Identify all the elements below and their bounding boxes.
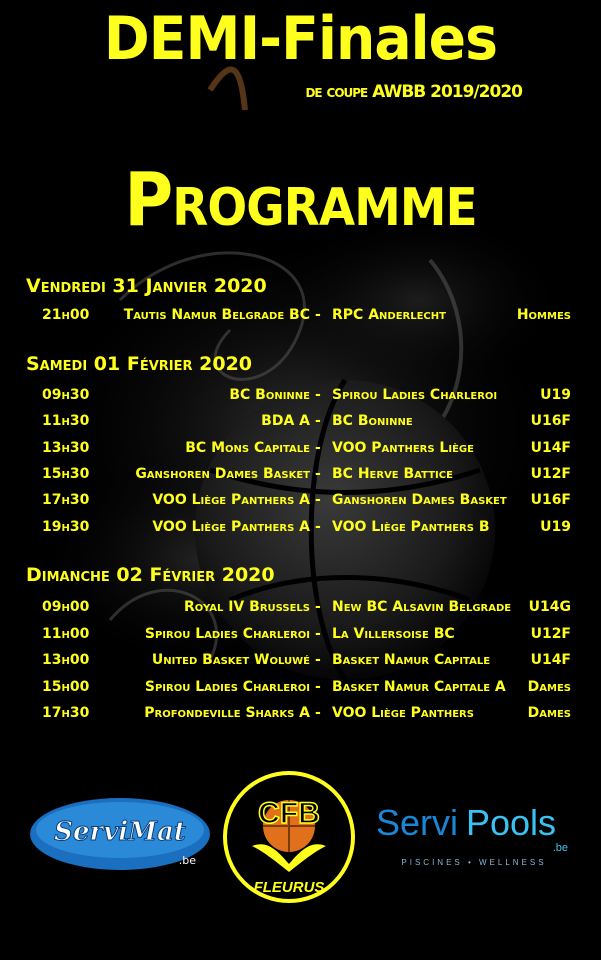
separator: -: [315, 519, 321, 535]
away-team: VOO Panthers Liège: [332, 440, 474, 456]
match-category: U12F: [530, 466, 571, 482]
away-team: BC Boninne: [332, 413, 413, 429]
cfb-fleurus-logo: [222, 768, 357, 906]
match-time: 15h30: [42, 466, 90, 482]
separator: -: [315, 679, 321, 695]
match-category: Hommes: [516, 307, 571, 323]
separator: -: [315, 307, 321, 323]
home-team: United Basket Woluwé: [151, 652, 310, 668]
match-row: [0, 492, 601, 514]
match-category: Dames: [527, 679, 571, 695]
home-team: Tautis Namur Belgrade BC: [123, 307, 310, 323]
home-team: VOO Liège Panthers A: [152, 492, 310, 508]
match-category: Dames: [527, 705, 571, 721]
home-team: BC Mons Capitale: [185, 440, 310, 456]
match-row: [0, 387, 601, 409]
match-time: 11h30: [42, 413, 90, 429]
away-team: BC Herve Battice: [332, 466, 453, 482]
match-category: U14F: [530, 440, 571, 456]
away-team: Basket Namur Capitale: [332, 652, 491, 668]
home-team: BDA A: [261, 413, 310, 429]
match-row: [0, 466, 601, 488]
match-category: U19: [540, 519, 571, 535]
away-team: VOO Liège Panthers B: [332, 519, 490, 535]
away-team: La Villersoise BC: [332, 626, 455, 642]
match-category: U12F: [530, 626, 571, 642]
match-row: [0, 519, 601, 541]
servipools-tagline: PISCINES • WELLNESS: [401, 858, 547, 867]
servimat-text: ServiMat: [54, 817, 186, 847]
separator: -: [315, 599, 321, 615]
cfb-letters: CFB: [258, 797, 320, 830]
separator: -: [315, 492, 321, 508]
separator: -: [315, 466, 321, 482]
match-row: [0, 413, 601, 435]
match-row: [0, 652, 601, 674]
away-team: New BC Alsavin Belgrade: [332, 599, 512, 615]
match-time: 09h30: [42, 387, 90, 403]
servimat-logo: [28, 792, 213, 882]
separator: -: [315, 652, 321, 668]
away-team: Ganshoren Dames Basket: [332, 492, 507, 508]
servimat-suffix: .be: [178, 854, 196, 867]
servipools-text-a: Servi: [376, 802, 459, 843]
servipools-text-b: Pools: [466, 802, 557, 843]
match-row: [0, 626, 601, 648]
separator: -: [315, 387, 321, 403]
day-heading: Samedi 01 Février 2020: [26, 353, 253, 375]
servipools-logo: [372, 797, 577, 872]
separator: -: [315, 413, 321, 429]
match-time: 17h30: [42, 492, 90, 508]
match-time: 19h30: [42, 519, 90, 535]
match-row: [0, 679, 601, 701]
home-team: VOO Liège Panthers A: [152, 519, 310, 535]
match-time: 21h00: [42, 307, 90, 323]
home-team: Spirou Ladies Charleroi: [144, 679, 310, 695]
away-team: Basket Namur Capitale A: [332, 679, 506, 695]
match-row: [0, 705, 601, 727]
match-time: 13h30: [42, 440, 90, 456]
home-team: Profondeville Sharks A: [144, 705, 310, 721]
home-team: Ganshoren Dames Basket: [135, 466, 310, 482]
separator: -: [315, 440, 321, 456]
day-heading: Dimanche 02 Février 2020: [26, 564, 275, 586]
away-team: RPC Anderlecht: [332, 307, 446, 323]
separator: -: [315, 705, 321, 721]
home-team: Spirou Ladies Charleroi: [144, 626, 310, 642]
separator: -: [315, 626, 321, 642]
match-row: [0, 599, 601, 621]
match-category: U19: [540, 387, 571, 403]
match-time: 13h00: [42, 652, 90, 668]
fleurus-text: FLEURUS: [253, 879, 325, 896]
home-team: BC Boninne: [229, 387, 310, 403]
match-category: U14F: [530, 652, 571, 668]
match-row: [0, 307, 601, 329]
home-team: Royal IV Brussels: [184, 599, 310, 615]
servipools-suffix: .be: [552, 842, 568, 854]
away-team: Spirou Ladies Charleroi: [332, 387, 498, 403]
match-row: [0, 440, 601, 462]
day-heading: Vendredi 31 Janvier 2020: [26, 275, 267, 297]
match-category: U16F: [530, 492, 571, 508]
match-category: U14G: [528, 599, 571, 615]
page-title: DEMI-Finales: [103, 4, 498, 74]
match-time: 11h00: [42, 626, 90, 642]
match-time: 09h00: [42, 599, 90, 615]
programme-heading: Programme: [124, 157, 477, 243]
page-subtitle: de coupe AWBB 2019/2020: [305, 82, 522, 102]
match-category: U16F: [530, 413, 571, 429]
match-time: 15h00: [42, 679, 90, 695]
away-team: VOO Liège Panthers: [332, 705, 474, 721]
match-time: 17h30: [42, 705, 90, 721]
